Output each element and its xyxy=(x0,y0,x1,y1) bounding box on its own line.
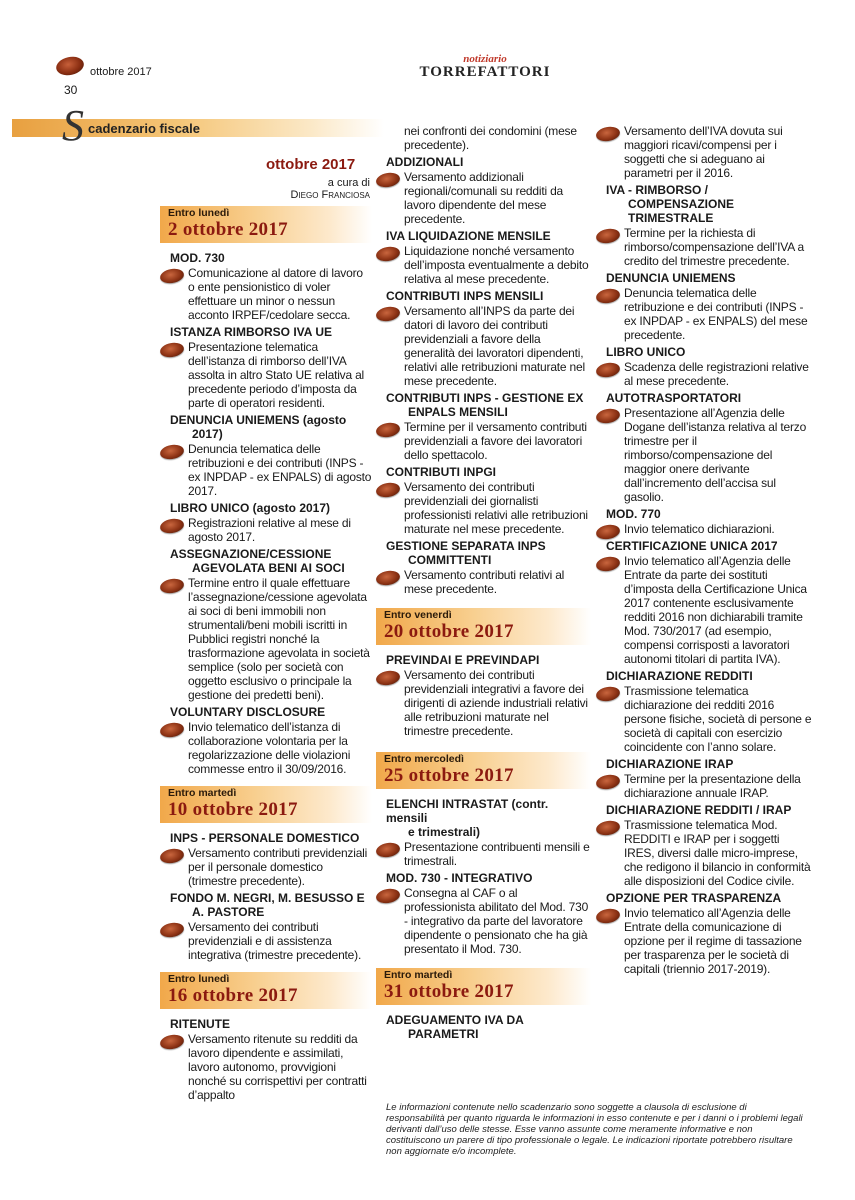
coffee-bean-icon xyxy=(159,721,185,739)
date-box-31-ottobre xyxy=(376,968,591,1005)
column-1 xyxy=(160,204,372,1104)
date-label: 16 ottobre 2017 xyxy=(168,985,298,1006)
coffee-bean-icon xyxy=(595,227,621,245)
issue-title: ottobre 2017 xyxy=(266,156,356,173)
coffee-bean-icon xyxy=(375,841,401,859)
entry-text: Versamento contributi previdenziali per il personale domestico (trimestre precedente). xyxy=(160,846,372,888)
coffee-bean-icon xyxy=(375,887,401,905)
section-title: cadenzario fiscale xyxy=(88,121,200,136)
entry-heading: MOD. 730 - INTEGRATIVO xyxy=(386,871,533,885)
entry-text: Invio telematico dell’istanza di collaborazione volontaria per la regolarizzazione delle violazioni commesse entro il 30/09/2016. xyxy=(160,720,372,776)
masthead-logo xyxy=(405,53,565,80)
coffee-bean-icon xyxy=(595,555,621,573)
entry-text: Invio telematico all’Agenzia delle Entrate da parte dei sostituti d’imposta della Certificazione Unica 2017 contenente esclusivamente redditi 2016 non dichiarabili tramite Mod. 730/2017 (ad esempio, compensi corrisposti a lavoratori autonomi titolari di partita IVA). xyxy=(596,554,812,666)
entry-heading: MOD. 730 xyxy=(170,251,225,265)
entry-text: Versamento dei contributi previdenziali dei giornalisti professionisti relativi alle retribuzioni maturate nel mese precedente. xyxy=(376,480,591,536)
entry-heading: CERTIFICAZIONE UNICA 2017 xyxy=(606,539,778,553)
entry-heading: CONTRIBUTI INPS - GESTIONE EX ENPALS MENSILI xyxy=(386,391,584,419)
date-label: 2 ottobre 2017 xyxy=(168,219,288,240)
date-prefix: Entro venerdì xyxy=(384,609,452,621)
entry-heading: DICHIARAZIONE IRAP xyxy=(606,757,734,771)
column-2 xyxy=(376,124,591,1042)
entry-text: Versamento all’INPS da parte dei datori di lavoro dei contributi previdenziali a favore della generalità dei lavoratori dipendenti, relativi alle retribuzioni maturate nel mese precedente. xyxy=(376,304,591,388)
entry-text: Liquidazione nonché versamento dell’imposta eventualmente a debito relativa al mese precedente. xyxy=(376,244,591,286)
entry-heading: FONDO M. NEGRI, M. BESUSSO E A. PASTORE xyxy=(170,891,365,919)
entry-text: Versamento contributi relativi al mese precedente. xyxy=(376,568,591,596)
coffee-bean-icon xyxy=(595,287,621,305)
entry-text: Termine per il versamento contributi previdenziali a favore dei lavoratori dello spettacolo. xyxy=(376,420,591,462)
logo-bottom: TORREFATTORI xyxy=(419,64,551,80)
entry-text-continued: nei confronti dei condomini (mese precedente). xyxy=(404,124,577,152)
entry-text: Termine entro il quale effettuare l’assegnazione/cessione agevolata ai soci di beni immobili non strumentali/beni mobili iscritti in Pubblici registri nonché la trasformazione agevolata in società semplice (solo per società con oggetto esclusivo o principale la gestione dei predetti beni). xyxy=(160,576,372,702)
section-initial: S xyxy=(62,101,84,150)
date-label: 31 ottobre 2017 xyxy=(384,981,514,1002)
date-box-25-ottobre xyxy=(376,752,591,789)
header-date: ottobre 2017 xyxy=(90,66,152,78)
entry-heading: ISTANZA RIMBORSO IVA UE xyxy=(170,325,332,339)
entry-heading: OPZIONE PER TRASPARENZA xyxy=(606,891,782,905)
entry-heading: LIBRO UNICO (agosto 2017) xyxy=(170,501,331,515)
entry-text: Trasmissione telematica Mod. REDDITI e IRAP per i soggetti IRES, diversi dalle micro-imprese, che redigono il bilancio in conformità alle disposizioni del Codice civile. xyxy=(596,818,812,888)
coffee-bean-icon xyxy=(54,54,85,77)
date-label: 10 ottobre 2017 xyxy=(168,799,298,820)
entry-text: Denuncia telematica delle retribuzione e dei contributi (INPS - ex INPDAP - ex ENPALS) del mese precedente. xyxy=(596,286,812,342)
date-prefix: Entro lunedì xyxy=(168,207,230,219)
entry-heading: VOLUNTARY DISCLOSURE xyxy=(170,705,326,719)
curated-by xyxy=(280,177,370,201)
entry-heading: RITENUTE xyxy=(170,1017,230,1031)
coffee-bean-icon xyxy=(159,443,185,461)
date-box-2-ottobre xyxy=(160,206,372,243)
date-prefix: Entro martedì xyxy=(168,787,237,799)
entry-heading: DICHIARAZIONE REDDITI xyxy=(606,669,753,683)
entry-heading: INPS - PERSONALE DOMESTICO xyxy=(170,831,360,845)
entry-text: Versamento addizionali regionali/comunali su redditi da lavoro dipendente del mese precedente. xyxy=(376,170,591,226)
entry-heading: GESTIONE SEPARATA INPS COMMITTENTI xyxy=(386,539,546,567)
coffee-bean-icon xyxy=(159,267,185,285)
curated-label: a cura di xyxy=(327,177,370,189)
entry-text: Consegna al CAF o al professionista abilitato del Mod. 730 - integrativo da parte del lavoratore dipendente o pensionato che ha già presentato il Mod. 730. xyxy=(376,886,591,956)
entry-heading: ADDIZIONALI xyxy=(386,155,464,169)
date-box-20-ottobre xyxy=(376,608,591,645)
date-box-10-ottobre xyxy=(160,786,372,823)
entry-text: Invio telematico all’Agenzia delle Entrate della comunicazione di opzione per il regime di tassazione per trasparenza per le società di capitali (triennio 2017-2019). xyxy=(596,906,812,976)
coffee-bean-icon xyxy=(159,341,185,359)
coffee-bean-icon xyxy=(375,481,401,499)
coffee-bean-icon xyxy=(595,685,621,703)
coffee-bean-icon xyxy=(375,305,401,323)
entry-heading: ADEGUAMENTO IVA DA PARAMETRI xyxy=(386,1013,524,1041)
entry-heading: AUTOTRASPORTATORI xyxy=(606,391,742,405)
entry-text: Presentazione contribuenti mensili e trimestrali. xyxy=(376,840,591,868)
date-box-16-ottobre xyxy=(160,972,372,1009)
coffee-bean-icon xyxy=(159,577,185,595)
disclaimer: Le informazioni contenute nello scadenzario sono soggette a clausola di esclusione di responsabilità per quanto riguarda le informazioni in esso contenute e per i danni o i problemi legali derivanti dall’uso delle stesse. Esse vanno assunte come meramente informative e non costituiscono un parere di tipo professionale o legale. Le indicazioni riportate potrebbero risultare non aggiornate e/o incomplete. xyxy=(386,1102,803,1157)
entry-text: Invio telematico dichiarazioni. xyxy=(596,522,812,536)
coffee-bean-icon xyxy=(595,407,621,425)
entry-heading: DICHIARAZIONE REDDITI / IRAP xyxy=(606,803,792,817)
entry-text: Presentazione telematica dell’istanza di rimborso dell’IVA assolta in altro Stato UE relativa al precedente periodo d’imposta da parte di operatori residenti. xyxy=(160,340,372,410)
coffee-bean-icon xyxy=(375,245,401,263)
date-prefix: Entro martedì xyxy=(384,969,453,981)
coffee-bean-icon xyxy=(375,171,401,189)
entry-text: Versamento ritenute su redditi da lavoro dipendente e assimilati, lavoro autonomo, provvigioni nonché su corrispettivi per contratti d’appalto xyxy=(160,1032,372,1102)
entry-heading: IVA - RIMBORSO / COMPENSAZIONE TRIMESTRALE xyxy=(606,183,735,225)
date-label: 20 ottobre 2017 xyxy=(384,621,514,642)
date-prefix: Entro lunedì xyxy=(168,973,230,985)
coffee-bean-icon xyxy=(159,517,185,535)
page-number: 30 xyxy=(64,83,78,97)
entry-heading: CONTRIBUTI INPS MENSILI xyxy=(386,289,544,303)
entry-heading: DENUNCIA UNIEMENS xyxy=(606,271,736,285)
coffee-bean-icon xyxy=(595,773,621,791)
entry-heading: ASSEGNAZIONE/CESSIONE AGEVOLATA BENI AI SOCI xyxy=(170,547,345,575)
author-name: Diego Franciosa xyxy=(290,189,370,201)
coffee-bean-icon xyxy=(595,125,621,143)
entry-text: Comunicazione al datore di lavoro o ente pensionistico di voler effettuare un minor o nessun acconto IRPEF/cedolare secca. xyxy=(160,266,372,322)
coffee-bean-icon xyxy=(375,669,401,687)
coffee-bean-icon xyxy=(159,921,185,939)
entry-text: Termine per la presentazione della dichiarazione annuale IRAP. xyxy=(596,772,812,800)
entry-heading: ELENCHI INTRASTAT (contr. mensili e trimestrali) xyxy=(386,797,549,839)
coffee-bean-icon xyxy=(159,1033,185,1051)
date-label: 25 ottobre 2017 xyxy=(384,765,514,786)
coffee-bean-icon xyxy=(595,907,621,925)
coffee-bean-icon xyxy=(375,569,401,587)
coffee-bean-icon xyxy=(159,847,185,865)
entry-heading: LIBRO UNICO xyxy=(606,345,686,359)
coffee-bean-icon xyxy=(595,819,621,837)
logo-top: notiziario xyxy=(463,53,507,65)
entry-heading: IVA LIQUIDAZIONE MENSILE xyxy=(386,229,551,243)
date-prefix: Entro mercoledì xyxy=(384,753,464,765)
entry-text: Versamento dell’IVA dovuta sui maggiori ricavi/compensi per i soggetti che si adeguano ai parametri per il 2016. xyxy=(596,124,812,180)
entry-text: Scadenza delle registrazioni relative al mese precedente. xyxy=(596,360,812,388)
entry-heading: MOD. 770 xyxy=(606,507,661,521)
column-3 xyxy=(596,124,812,978)
entry-heading: DENUNCIA UNIEMENS (agosto 2017) xyxy=(170,413,347,441)
entry-text: Versamento dei contributi previdenziali e di assistenza integrativa (trimestre precedente). xyxy=(160,920,372,962)
entry-text: Termine per la richiesta di rimborso/compensazione dell’IVA a credito del trimestre precedente. xyxy=(596,226,812,268)
entry-text: Registrazioni relative al mese di agosto 2017. xyxy=(160,516,372,544)
coffee-bean-icon xyxy=(595,361,621,379)
entry-text: Presentazione all’Agenzia delle Dogane dell’istanza relativa al terzo trimestre per il rimborso/compensazione del maggior onere derivante dall’incremento dell’accisa sul gasolio. xyxy=(596,406,812,504)
entry-text: Versamento dei contributi previdenziali integrativi a favore dei dirigenti di aziende industriali relativi alle retribuzioni maturate nel trimestre precedente. xyxy=(376,668,591,738)
coffee-bean-icon xyxy=(375,421,401,439)
entry-text: Denuncia telematica delle retribuzioni e dei contributi (INPS - ex INPDAP - ex ENPALS) di agosto 2017. xyxy=(160,442,372,498)
entry-heading: PREVINDAI E PREVINDAPI xyxy=(386,653,540,667)
entry-text: Trasmissione telematica dichiarazione dei redditi 2016 persone fisiche, società di persone e società di capitali con esercizio coincidente con l’anno solare. xyxy=(596,684,812,754)
entry-heading: CONTRIBUTI INPGI xyxy=(386,465,496,479)
